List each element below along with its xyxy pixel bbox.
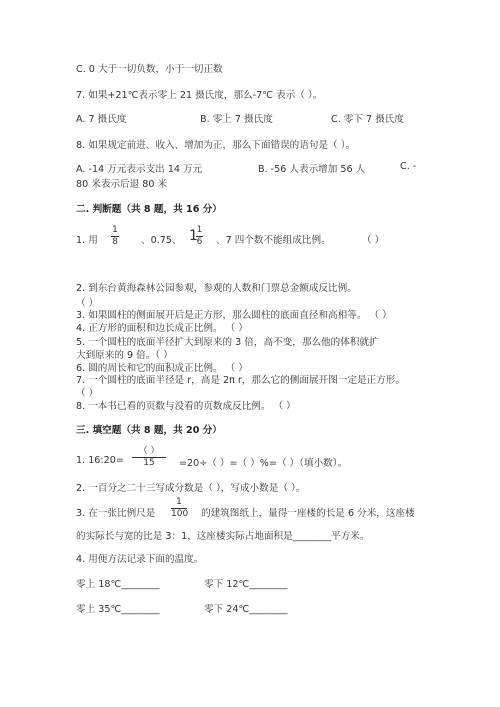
- s2-q1-mid: 、0.75、: [141, 235, 182, 246]
- temp-3: 零上 35℃________: [76, 604, 160, 615]
- s2-q5-cont: 大到原来的 9 倍。（ ）: [76, 350, 173, 361]
- s2-q5: 5. 一个圆柱的底面半径扩大到原来的 3 倍，高不变，那么他的体积就扩: [76, 337, 379, 348]
- s2-q1-answer: （ ）: [362, 235, 385, 246]
- fraction-denominator: 6: [196, 237, 203, 247]
- fraction-numerator: （ ）: [138, 446, 160, 456]
- q6-option-c: C. 0 大于一切负数，小于一切正数: [76, 64, 223, 75]
- s2-q1-mixed-fraction: [195, 225, 204, 248]
- q7-option-a: A. 7 摄氏度: [76, 114, 127, 125]
- s3-q3-fraction: [171, 497, 187, 520]
- s2-q1-prefix: 1. 用: [76, 235, 98, 246]
- s2-q1-suffix: 、7 四个数不能组成比例。: [216, 235, 331, 246]
- fraction-numerator: 1: [196, 225, 203, 235]
- q8-option-c: C. -: [400, 161, 417, 172]
- section3-title: 三. 填空题（共 8 题，共 20 分）: [76, 425, 222, 436]
- q8-option-a: A. -14 万元表示支出 14 万元: [76, 164, 203, 175]
- s2-q6: 6. 圆的周长和它的面积成正比例。 （ ）: [76, 363, 248, 374]
- fraction-denominator: 100: [171, 509, 189, 519]
- s3-q2: 2. 一百分之二十三写成分数是（ ），写成小数是（ ）。: [76, 483, 306, 494]
- s3-q1-fraction: [132, 446, 166, 469]
- s2-q7: 7. 一个圆柱的底面半径是 r，高是 2π r，那么它的侧面展开图一定是正方形。: [76, 375, 405, 386]
- s2-q2: 2. 到东台黄海森林公园参观，参观的人数和门票总金额成反比例。: [76, 283, 357, 294]
- s2-q7-answer: （ ）: [76, 388, 99, 399]
- fraction-denominator: 8: [112, 237, 118, 247]
- q8-option-c-cont: 80 米表示后退 80 米: [76, 179, 168, 190]
- s2-q1-fraction: [110, 225, 120, 248]
- fraction-numerator: 1: [112, 225, 118, 235]
- temp-2: 零下 12℃________: [204, 579, 288, 590]
- q7-stem: 7. 如果+21℃表示零上 21 摄氏度，那么-7℃ 表示（ ）。: [76, 90, 323, 101]
- s2-q2-answer: （ ）: [76, 298, 99, 309]
- s2-q3: 3. 如果圆柱的侧面展开后是正方形，那么圆柱的底面直径和高相等。 （ ）: [76, 310, 392, 321]
- temp-1: 零上 18℃________: [76, 579, 160, 590]
- s3-q1-rest: =20÷（ ）=（ ）%=（ ）（填小数）。: [179, 458, 348, 469]
- s3-q3-prefix: 3. 在一张比例尺是: [76, 508, 156, 519]
- temp-4: 零下 24℃________: [204, 604, 288, 615]
- fraction-denominator: 15: [143, 458, 155, 468]
- s2-q8: 8. 一本书已看的页数与没看的页数成反比例。 （ ）: [76, 401, 296, 412]
- section2-title: 二. 判断题（共 8 题，共 16 分）: [76, 204, 222, 215]
- s3-q4: 4. 用便方法记录下面的温度。: [76, 554, 204, 565]
- s2-q4: 4. 正方形的面积和边长成正比例。 （ ）: [76, 323, 248, 334]
- fraction-numerator: 1: [176, 497, 182, 507]
- q7-option-b: B. 零上 7 摄氏度: [200, 114, 273, 125]
- s3-q3-suffix: 的建筑图纸上，量得一座楼的长是 6 分米，这座楼: [201, 508, 415, 519]
- s3-q1-prefix: 1. 16:20=: [76, 455, 124, 466]
- q8-stem: 8. 如果规定前进、收入、增加为正，那么下面错误的语句是（ ）。: [76, 140, 356, 151]
- s2-q1-mixed-integer: 1: [189, 228, 198, 244]
- q8-option-b: B. -56 人表示增加 56 人: [258, 164, 366, 175]
- s3-q3-cont: 的实际长与宽的比是 3：1，这座楼实际占地面积是________平方米。: [76, 531, 370, 542]
- q7-option-c: C. 零下 7 摄氏度: [331, 114, 404, 125]
